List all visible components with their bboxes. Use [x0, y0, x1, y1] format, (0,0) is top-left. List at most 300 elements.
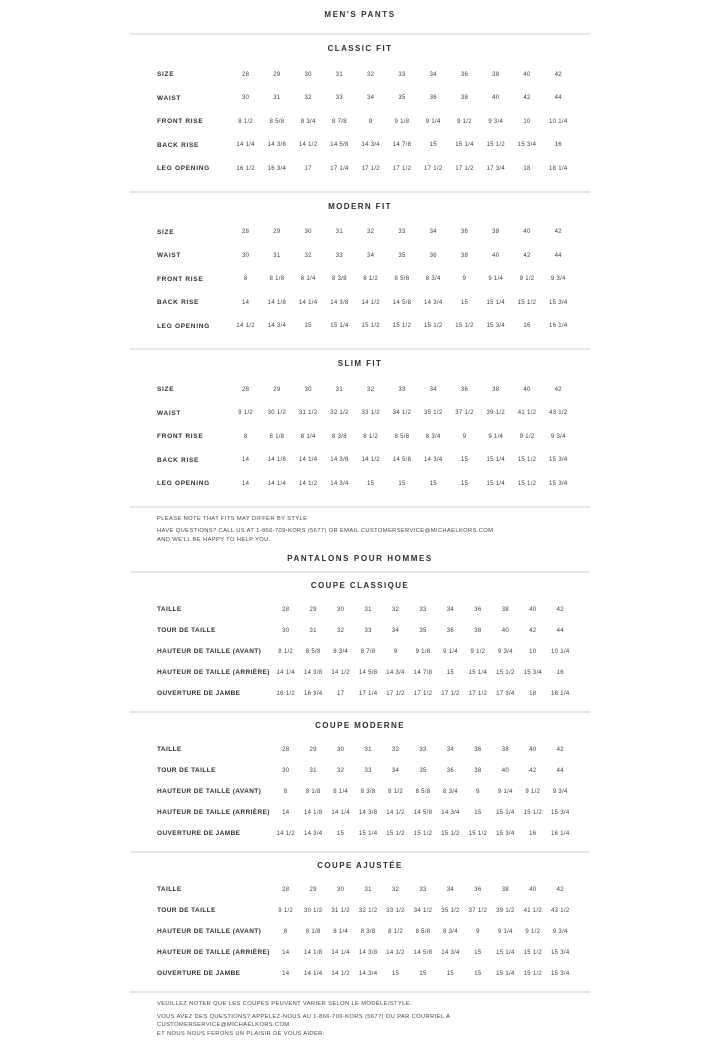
row-label-tour-de-taille: TOUR DE TAILLE — [157, 907, 216, 914]
contact-note-english — [157, 527, 574, 544]
value-cell: 42 — [554, 71, 562, 78]
value-cell: 30 — [304, 71, 312, 78]
value-cell: 17 — [304, 165, 312, 172]
value-cell: 17 3/4 — [486, 165, 505, 172]
value-cell: 14 5/8 — [392, 299, 412, 306]
row-label-front-rise: FRONT RISE — [157, 275, 204, 283]
value-cell: 8 5/8 — [394, 433, 410, 440]
value-cell: 42 — [556, 606, 564, 613]
table-row-taille — [157, 739, 574, 760]
table-rows-coupe-ajust-e — [130, 879, 590, 991]
value-cell: 15 — [429, 142, 437, 149]
value-cell: 9 1/2 — [278, 907, 294, 914]
value-cell: 14 1/8 — [303, 809, 323, 816]
value-cell: 10 1/4 — [551, 648, 570, 655]
value-cell: 15 — [460, 480, 469, 487]
value-cell: 34 — [391, 767, 400, 774]
value-cell: 16 1/4 — [549, 323, 568, 330]
value-cell: 9 1/2 — [525, 788, 541, 795]
table-row-tour-de-taille — [157, 900, 574, 921]
value-cell: 14 — [241, 457, 250, 464]
value-cell: 18 1/4 — [551, 690, 570, 697]
value-cell: 16 — [529, 830, 537, 837]
table-row-taille — [157, 879, 574, 900]
row-label-waist: WAIST — [157, 409, 182, 417]
value-cell: 14 3/4 — [358, 970, 378, 977]
value-cell: 14 3/4 — [441, 949, 460, 956]
value-cell: 15 3/4 — [549, 299, 568, 306]
value-cell: 15 1/4 — [486, 299, 505, 306]
value-cell: 29 — [309, 886, 317, 893]
value-cell: 36 — [474, 606, 482, 613]
value-cell: 9 1/2 — [519, 433, 535, 440]
value-cell: 42 — [523, 252, 531, 259]
value-cell: 9 1/8 — [415, 648, 431, 655]
value-cell: 9 — [393, 648, 398, 655]
value-cell: 14 5/8 — [330, 142, 349, 149]
value-cell: 30 — [282, 767, 290, 774]
row-label-hauteur-de-taille-avant: HAUTEUR DE TAILLE (AVANT) — [157, 928, 262, 935]
value-cell: 14 3/4 — [386, 669, 405, 676]
table-row-front-rise — [157, 268, 574, 292]
value-cell: 8 1/2 — [238, 118, 254, 125]
value-cell: 16 3/4 — [303, 690, 323, 697]
row-label-hauteur-de-taille-arri-re: HAUTEUR DE TAILLE (ARRIÈRE) — [157, 669, 270, 676]
value-cell: 14 1/8 — [267, 457, 287, 464]
value-cell: 15 3/4 — [549, 457, 568, 464]
value-cell: 16 1/2 — [236, 165, 255, 172]
value-cell: 14 3/8 — [267, 142, 287, 149]
value-cell: 42 — [556, 746, 564, 753]
table-row-ouverture-de-jambe — [157, 963, 574, 984]
value-cell: 15 — [391, 970, 400, 977]
french-size-chart — [130, 549, 590, 1043]
value-cell: 14 1/8 — [303, 949, 323, 956]
value-cell: 28 — [282, 746, 290, 753]
value-cell: 32 — [336, 627, 345, 634]
value-cell: 30 — [336, 606, 345, 613]
value-cell: 15 — [474, 970, 482, 977]
table-row-hauteur-de-taille-avant — [157, 921, 574, 942]
fit-table-modern-fit — [130, 193, 590, 349]
value-cell: 17 1/2 — [386, 690, 405, 697]
french-tables-container — [130, 573, 590, 993]
value-cell: 9 3/4 — [550, 433, 566, 440]
table-title-classic-fit: CLASSIC FIT — [327, 44, 393, 53]
value-cell: 9 3/4 — [552, 928, 568, 935]
table-rows-slim-fit — [130, 378, 590, 506]
value-cell: 38 — [492, 386, 500, 393]
table-row-hauteur-de-taille-avant — [157, 781, 574, 802]
value-cell: 38 — [492, 229, 500, 236]
value-cell: 42 — [556, 886, 564, 893]
row-label-hauteur-de-taille-avant: HAUTEUR DE TAILLE (AVANT) — [157, 788, 262, 795]
value-cell: 15 — [446, 669, 455, 676]
value-cell: 15 3/4 — [551, 949, 570, 956]
value-cell: 32 — [336, 767, 345, 774]
table-row-size — [157, 63, 574, 87]
row-label-taille: TAILLE — [157, 886, 182, 893]
value-cell: 15 1/4 — [330, 323, 349, 330]
value-cell: 36 — [460, 71, 469, 78]
value-cell: 14 1/4 — [331, 809, 350, 816]
value-cell: 35 — [398, 95, 406, 102]
row-label-hauteur-de-taille-arri-re: HAUTEUR DE TAILLE (ARRIÈRE) — [157, 949, 270, 956]
value-cell: 14 7/8 — [413, 669, 433, 676]
value-cell: 38 — [460, 95, 469, 102]
english-notes — [130, 508, 590, 550]
value-cell: 34 — [446, 606, 455, 613]
value-cell: 32 — [367, 229, 375, 236]
value-cell: 14 — [282, 809, 290, 816]
value-cell: 14 5/8 — [413, 949, 433, 956]
value-cell: 15 1/2 — [361, 323, 380, 330]
page-title-french: PANTALONS POUR HOMMES — [287, 554, 433, 563]
value-cell: 32 — [391, 606, 400, 613]
value-cell: 8 5/8 — [269, 118, 285, 125]
value-cell: 9 1/4 — [488, 276, 504, 283]
value-cell: 8 3/8 — [360, 928, 376, 935]
row-label-leg-opening: LEG OPENING — [157, 480, 210, 488]
value-cell: 33 — [419, 746, 427, 753]
fit-table-coupe-ajust-e — [130, 853, 590, 991]
value-cell: 44 — [554, 95, 562, 102]
fit-table-slim-fit — [130, 350, 590, 506]
value-cell: 15 1/2 — [441, 830, 460, 837]
value-cell: 9 1/2 — [525, 928, 541, 935]
size-chart-page — [130, 0, 590, 1043]
value-cell: 8 3/4 — [333, 648, 349, 655]
value-cell: 14 1/4 — [331, 949, 350, 956]
value-cell: 34 1/2 — [392, 410, 412, 417]
table-rows-coupe-moderne — [130, 739, 590, 851]
table-row-hauteur-de-taille-arri-re — [157, 802, 574, 823]
value-cell: 14 7/8 — [392, 142, 412, 149]
row-label-back-rise: BACK RISE — [157, 299, 200, 307]
value-cell: 36 — [429, 252, 437, 259]
value-cell: 8 5/8 — [415, 928, 431, 935]
value-cell: 29 — [309, 746, 317, 753]
value-cell: 14 — [282, 949, 290, 956]
value-cell: 30 — [304, 229, 312, 236]
value-cell: 8 1/4 — [300, 433, 316, 440]
table-rows-modern-fit — [130, 221, 590, 349]
value-cell: 9 — [462, 433, 467, 440]
value-cell: 8 — [243, 276, 248, 283]
value-cell: 37 1/2 — [455, 410, 474, 417]
value-cell: 15 3/4 — [517, 142, 537, 149]
row-label-ouverture-de-jambe: OUVERTURE DE JAMBE — [157, 690, 241, 697]
value-cell: 41 1/2 — [523, 907, 543, 914]
value-cell: 39 1/2 — [496, 907, 515, 914]
value-cell: 14 1/4 — [267, 480, 287, 487]
value-cell: 15 1/2 — [517, 480, 537, 487]
value-cell: 38 — [474, 767, 482, 774]
value-cell: 14 1/4 — [298, 457, 318, 464]
value-cell: 28 — [282, 886, 290, 893]
value-cell: 33 — [364, 627, 372, 634]
value-cell: 33 — [419, 606, 427, 613]
value-cell: 15 1/2 — [523, 949, 543, 956]
table-row-front-rise — [157, 425, 574, 449]
value-cell: 18 — [523, 165, 531, 172]
value-cell: 8 — [283, 788, 288, 795]
value-cell: 15 1/2 — [517, 299, 537, 306]
value-cell: 40 — [529, 606, 537, 613]
row-label-front-rise: FRONT RISE — [157, 118, 204, 126]
value-cell: 42 — [523, 95, 531, 102]
value-cell: 40 — [523, 71, 531, 78]
table-row-leg-opening — [157, 315, 574, 339]
value-cell: 14 1/4 — [298, 299, 318, 306]
table-row-ouverture-de-jambe — [157, 823, 574, 844]
value-cell: 38 — [492, 71, 500, 78]
value-cell: 17 — [336, 690, 345, 697]
contact-line1-french: VOUS AVEZ DES QUESTIONS? APPELEZ-NOUS AU 1-866-709-KORS (5677) OU PAR COURRIEL À CUSTOMERSERVICE@MICHAELKORS.COM — [157, 1013, 451, 1028]
value-cell: 15 1/4 — [496, 809, 515, 816]
value-cell: 15 3/4 — [523, 669, 543, 676]
value-cell: 38 — [474, 627, 482, 634]
value-cell: 35 — [398, 252, 406, 259]
value-cell: 16 3/4 — [267, 165, 287, 172]
contact-line1-english: HAVE QUESTIONS? CALL US AT 1-866-709-KORS (5677) OR EMAIL CUSTOMERSERVICE@MICHAELKORS.COM — [157, 528, 494, 534]
value-cell: 14 1/2 — [361, 299, 380, 306]
value-cell: 43 1/2 — [551, 907, 570, 914]
table-row-back-rise — [157, 134, 574, 158]
value-cell: 8 3/8 — [332, 276, 347, 283]
value-cell: 15 — [304, 323, 312, 330]
value-cell: 9 1/4 — [497, 928, 513, 935]
value-cell: 9 1/4 — [443, 648, 458, 655]
row-label-taille: TAILLE — [157, 606, 182, 613]
value-cell: 33 — [364, 767, 372, 774]
french-notes — [130, 993, 590, 1043]
value-cell: 15 1/4 — [486, 457, 505, 464]
value-cell: 14 1/8 — [267, 299, 287, 306]
row-label-ouverture-de-jambe: OUVERTURE DE JAMBE — [157, 970, 241, 977]
value-cell: 15 1/2 — [486, 142, 505, 149]
value-cell: 8 5/8 — [415, 788, 431, 795]
value-cell: 30 — [241, 252, 250, 259]
table-rows-classic-fit — [130, 63, 590, 191]
value-cell: 14 1/2 — [331, 970, 350, 977]
value-cell: 15 — [367, 480, 375, 487]
value-cell: 14 3/4 — [267, 323, 287, 330]
value-cell: 14 3/8 — [303, 669, 323, 676]
value-cell: 41 1/2 — [517, 410, 537, 417]
value-cell: 8 1/4 — [300, 276, 316, 283]
value-cell: 8 1/4 — [333, 788, 349, 795]
value-cell: 29 — [273, 386, 281, 393]
value-cell: 42 — [529, 627, 537, 634]
value-cell: 14 — [241, 299, 250, 306]
fit-disclaimer-french: VEUILLEZ NOTER QUE LES COUPES PEUVENT VARIER SELON LE MODÈLE/STYLE. — [157, 1001, 412, 1007]
value-cell: 8 1/2 — [278, 648, 294, 655]
value-cell: 8 7/8 — [360, 648, 376, 655]
table-row-hauteur-de-taille-arri-re — [157, 662, 574, 683]
value-cell: 14 1/4 — [236, 142, 255, 149]
table-row-tour-de-taille — [157, 760, 574, 781]
contact-note-french — [157, 1013, 574, 1039]
value-cell: 15 — [419, 970, 427, 977]
value-cell: 34 — [367, 252, 375, 259]
value-cell: 30 — [336, 746, 345, 753]
table-row-size — [157, 221, 574, 245]
row-label-hauteur-de-taille-avant: HAUTEUR DE TAILLE (AVANT) — [157, 648, 262, 655]
table-title-coupe-classique: COUPE CLASSIQUE — [310, 581, 410, 590]
value-cell: 40 — [529, 746, 537, 753]
value-cell: 8 3/4 — [300, 118, 316, 125]
value-cell: 32 — [304, 252, 312, 259]
value-cell: 16 — [554, 142, 562, 149]
value-cell: 15 — [398, 480, 406, 487]
value-cell: 31 — [364, 606, 372, 613]
value-cell: 8 1/8 — [269, 433, 285, 440]
value-cell: 33 1/2 — [386, 907, 405, 914]
value-cell: 10 1/4 — [549, 118, 568, 125]
value-cell: 15 3/4 — [486, 323, 505, 330]
table-rows-coupe-classique — [130, 599, 590, 711]
value-cell: 14 1/2 — [236, 323, 255, 330]
fit-disclaimer-english: PLEASE NOTE THAT FITS MAY DIFFER BY STYLE — [157, 515, 308, 522]
value-cell: 8 7/8 — [332, 118, 347, 125]
value-cell: 8 3/4 — [443, 788, 458, 795]
fit-table-classic-fit — [130, 35, 590, 191]
value-cell: 29 — [273, 71, 281, 78]
table-row-back-rise — [157, 449, 574, 473]
value-cell: 15 3/4 — [551, 970, 570, 977]
value-cell: 9 3/4 — [488, 118, 504, 125]
value-cell: 15 — [336, 830, 345, 837]
value-cell: 40 — [523, 229, 531, 236]
value-cell: 14 1/2 — [386, 949, 405, 956]
value-cell: 44 — [556, 627, 564, 634]
value-cell: 28 — [241, 71, 250, 78]
value-cell: 15 — [460, 457, 469, 464]
value-cell: 14 — [241, 480, 250, 487]
value-cell: 16 — [556, 669, 564, 676]
value-cell: 32 — [391, 746, 400, 753]
value-cell: 14 1/2 — [386, 809, 405, 816]
value-cell: 14 3/8 — [330, 299, 349, 306]
value-cell: 14 5/8 — [413, 809, 433, 816]
value-cell: 15 1/2 — [517, 457, 537, 464]
value-cell: 33 — [398, 229, 406, 236]
row-label-tour-de-taille: TOUR DE TAILLE — [157, 627, 216, 634]
row-label-ouverture-de-jambe: OUVERTURE DE JAMBE — [157, 830, 241, 837]
value-cell: 30 1/2 — [267, 410, 287, 417]
value-cell: 32 — [367, 71, 375, 78]
value-cell: 18 — [529, 690, 537, 697]
table-row-ouverture-de-jambe — [157, 683, 574, 704]
value-cell: 14 5/8 — [358, 669, 378, 676]
value-cell: 15 1/4 — [468, 669, 488, 676]
value-cell: 10 — [529, 648, 537, 655]
value-cell: 9 3/4 — [552, 788, 568, 795]
value-cell: 17 1/2 — [413, 690, 433, 697]
value-cell: 15 — [429, 480, 437, 487]
value-cell: 31 1/2 — [298, 410, 318, 417]
value-cell: 43 1/2 — [549, 410, 568, 417]
value-cell: 8 1/8 — [305, 788, 321, 795]
table-row-waist — [157, 244, 574, 268]
value-cell: 34 1/2 — [413, 907, 433, 914]
value-cell: 39 1/2 — [486, 410, 505, 417]
value-cell: 8 1/2 — [388, 928, 403, 935]
value-cell: 30 — [336, 886, 345, 893]
value-cell: 15 1/2 — [523, 970, 543, 977]
table-row-waist — [157, 402, 574, 426]
value-cell: 34 — [446, 746, 455, 753]
value-cell: 17 1/4 — [358, 690, 378, 697]
value-cell: 34 — [429, 229, 437, 236]
english-tables-container — [130, 35, 590, 508]
value-cell: 14 3/4 — [330, 480, 349, 487]
value-cell: 35 — [419, 767, 427, 774]
value-cell: 36 — [446, 767, 455, 774]
value-cell: 36 — [474, 746, 482, 753]
table-row-front-rise — [157, 110, 574, 134]
value-cell: 9 1/4 — [425, 118, 441, 125]
value-cell: 15 — [474, 809, 482, 816]
value-cell: 14 5/8 — [392, 457, 412, 464]
value-cell: 31 — [364, 746, 372, 753]
table-row-hauteur-de-taille-arri-re — [157, 942, 574, 963]
value-cell: 36 — [460, 229, 469, 236]
value-cell: 8 5/8 — [394, 276, 410, 283]
value-cell: 17 1/4 — [330, 165, 349, 172]
row-label-front-rise: FRONT RISE — [157, 433, 204, 441]
table-row-size — [157, 378, 574, 402]
value-cell: 14 3/4 — [441, 809, 460, 816]
table-row-tour-de-taille — [157, 620, 574, 641]
value-cell: 40 — [501, 627, 509, 634]
table-row-taille — [157, 599, 574, 620]
value-cell: 32 — [304, 95, 312, 102]
value-cell: 9 3/4 — [550, 276, 566, 283]
row-label-size: SIZE — [157, 228, 175, 236]
value-cell: 36 — [446, 627, 455, 634]
value-cell: 42 — [554, 229, 562, 236]
value-cell: 8 — [243, 433, 248, 440]
value-cell: 36 — [429, 95, 437, 102]
row-label-waist: WAIST — [157, 94, 182, 102]
value-cell: 8 1/2 — [363, 433, 379, 440]
value-cell: 15 1/4 — [496, 949, 515, 956]
table-row-waist — [157, 87, 574, 111]
value-cell: 15 3/4 — [549, 480, 568, 487]
value-cell: 17 1/2 — [361, 165, 380, 172]
value-cell: 15 1/2 — [423, 323, 443, 330]
value-cell: 14 3/4 — [423, 457, 443, 464]
value-cell: 9 — [476, 788, 480, 795]
value-cell: 15 1/2 — [523, 809, 543, 816]
value-cell: 15 — [474, 949, 482, 956]
contact-line2-english: AND WE'LL BE HAPPY TO HELP YOU. — [157, 536, 271, 543]
table-row-leg-opening — [157, 157, 574, 181]
value-cell: 8 — [283, 928, 288, 935]
value-cell: 42 — [529, 767, 537, 774]
value-cell: 31 1/2 — [331, 907, 350, 914]
value-cell: 31 — [273, 95, 281, 102]
fit-table-coupe-classique — [130, 573, 590, 711]
fit-table-coupe-moderne — [130, 713, 590, 851]
value-cell: 42 — [554, 386, 562, 393]
value-cell: 14 3/4 — [303, 830, 323, 837]
value-cell: 33 — [419, 886, 427, 893]
value-cell: 9 1/2 — [519, 276, 535, 283]
value-cell: 31 — [364, 886, 372, 893]
